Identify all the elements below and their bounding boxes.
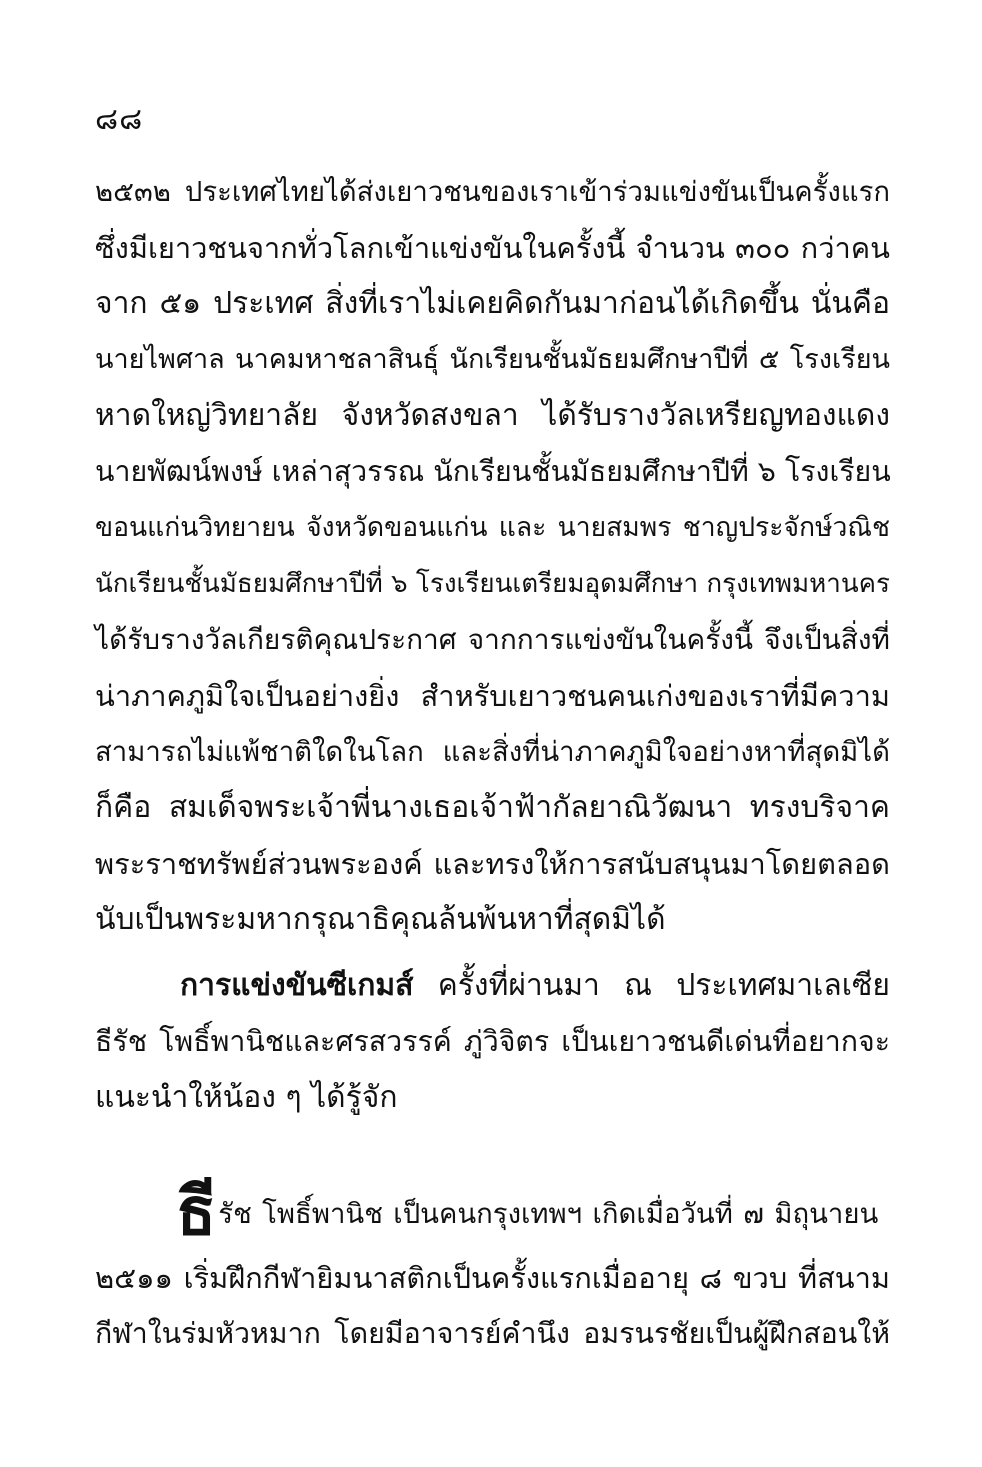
paragraph-1-line-6: นายพัฒน์พงษ์ เหล่าสุวรรณ นักเรียนชั้นมัธยมศึกษาปีที่ ๖ โรงเรียน bbox=[95, 455, 891, 488]
paragraph-3-line-3: กีฬาในร่มหัวหมาก โดยมีอาจารย์คำนึง อมรนรชัยเป็นผู้ฝึกสอนให้ bbox=[95, 1317, 890, 1350]
drop-cap: ธี bbox=[176, 1173, 217, 1250]
paragraph-2-line-2: ธีรัช โพธิ์พานิชและศรสวรรค์ ภู่วิจิตร เป็นเยาวชนดีเด่นที่อยากจะ bbox=[95, 1025, 890, 1058]
paragraph-1-line-11: สามารถไม่แพ้ชาติใดในโลก และสิ่งที่น่าภาคภูมิใจอย่างหาที่สุดมิได้ bbox=[95, 736, 890, 768]
paragraph-1-line-8: นักเรียนชั้นมัธยมศึกษาปีที่ ๖ โรงเรียนเตรียมอุดมศึกษา กรุงเทพมหานคร bbox=[95, 569, 890, 599]
paragraph-1-line-7: ขอนแก่นวิทยายน จังหวัดขอนแก่น และ นายสมพร ชาญประจักษ์วณิช bbox=[95, 512, 890, 543]
section-heading-sea-games: การแข่งขันซีเกมส์ bbox=[180, 968, 414, 1003]
paragraph-1-line-12: ก็คือ สมเด็จพระเจ้าพี่นางเธอเจ้าฟ้ากัลยาณิวัฒนา ทรงบริจาค bbox=[95, 790, 890, 825]
paragraph-3-line-1 bbox=[176, 1173, 890, 1250]
paragraph-3-line-2: ๒๕๑๑ เริ่มฝึกกีฬายิมนาสติกเป็นครั้งแรกเมื่ออายุ ๘ ขวบ ที่สนาม bbox=[95, 1261, 890, 1295]
paragraph-1-line-1: ๒๕๓๒ ประเทศไทยได้ส่งเยาวชนของเราเข้าร่วมแข่งขันเป็นครั้งแรก bbox=[95, 176, 890, 208]
paragraph-1-line-5: หาดใหญ่วิทยาลัย จังหวัดสงขลา ได้รับรางวัลเหรียญทองแดง bbox=[95, 398, 890, 433]
paragraph-1-line-3: จาก ๕๑ ประเทศ สิ่งที่เราไม่เคยคิดกันมาก่อนได้เกิดขึ้น นั่นคือ bbox=[95, 286, 890, 321]
paragraph-1-line-13: พระราชทรัพย์ส่วนพระองค์ และทรงให้การสนับสนุนมาโดยตลอด bbox=[95, 847, 890, 881]
page-number: ๘๘ bbox=[95, 102, 144, 137]
paragraph-1-line-14: นับเป็นพระมหากรุณาธิคุณล้นพ้นหาที่สุดมิได้ bbox=[95, 902, 666, 937]
paragraph-1-line-9: ได้รับรางวัลเกียรติคุณประกาศ จากการแข่งขันในครั้งนี้ จึงเป็นสิ่งที่ bbox=[95, 623, 890, 656]
paragraph-2-line-3: แนะนำให้น้อง ๆ ได้รู้จัก bbox=[95, 1080, 398, 1115]
paragraph-1-line-2: ซึ่งมีเยาวชนจากทั่วโลกเข้าแข่งขันในครั้งนี้ จำนวน ๓๐๐ กว่าคน bbox=[95, 231, 890, 265]
paragraph-2-line-1 bbox=[180, 958, 890, 1014]
paragraph-1-line-4: นายไพศาล นาคมหาชลาสินธุ์ นักเรียนชั้นมัธยมศึกษาปีที่ ๕ โรงเรียน bbox=[95, 344, 890, 375]
paragraph-2-line-1-rest: ครั้งที่ผ่านมา ณ ประเทศมาเลเซีย bbox=[413, 968, 890, 1003]
paragraph-3-line-1-rest: รัช โพธิ์พานิช เป็นคนกรุงเทพฯ เกิดเมื่อวันที่ ๗ มิถุนายน bbox=[218, 1198, 879, 1230]
paragraph-1-line-10: น่าภาคภูมิใจเป็นอย่างยิ่ง สำหรับเยาวชนคนเก่งของเราที่มีความ bbox=[95, 679, 890, 713]
